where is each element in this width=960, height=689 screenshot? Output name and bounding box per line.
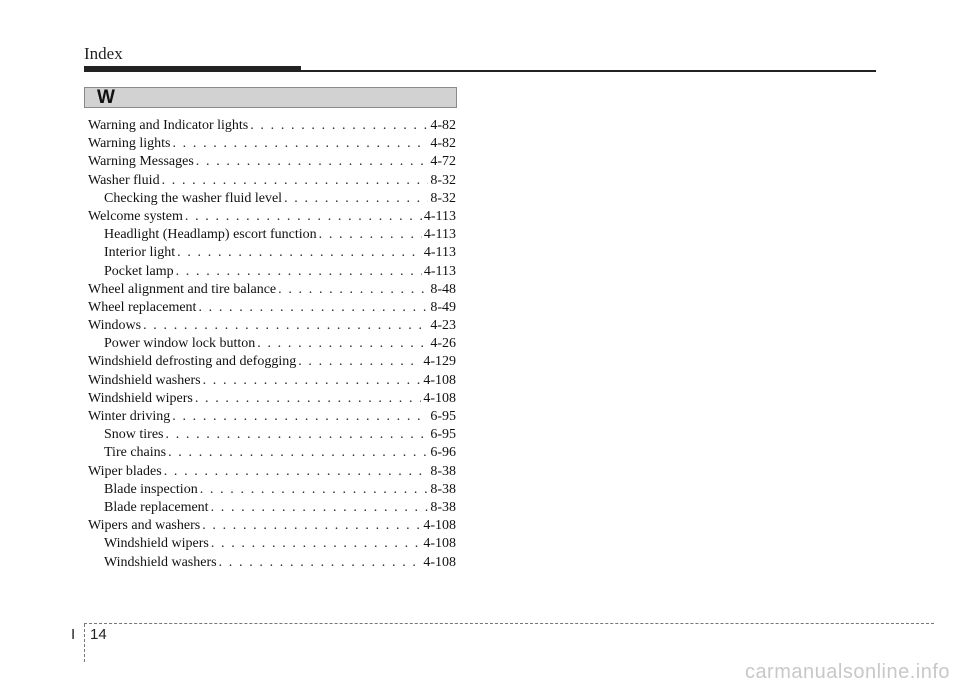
dot-leader [143,317,428,335]
entry-label: Wipers and washers [88,518,201,534]
entry-label: Checking the washer fluid level [104,190,283,206]
section-letter: W [97,87,115,108]
entry-page: 4-108 [423,536,456,552]
entry-page: 4-108 [423,390,456,406]
dot-leader [162,172,429,190]
footer-rule [84,623,934,624]
dot-leader [298,353,421,371]
index-subentry [88,499,456,517]
footer-section-label: I [71,626,76,643]
dot-leader [250,117,428,135]
entry-page: 8-38 [430,499,456,515]
entry-label: Welcome system [88,208,183,224]
dot-leader [284,190,428,208]
entry-label: Windshield wipers [88,390,193,406]
index-subentry [88,335,456,353]
entry-page: 8-48 [430,281,456,297]
page-title: Index [84,44,123,63]
watermark-text: carmanualsonline.info [744,661,950,683]
entry-page: 4-113 [423,245,456,261]
dot-leader [202,517,421,535]
dot-leader [172,135,428,153]
entry-label: Warning and Indicator lights [88,118,249,133]
entry-label: Power window lock button [104,336,256,352]
index-subentry [88,244,456,262]
index-entry [88,281,456,299]
entry-page: 4-23 [430,318,456,334]
index-entry [88,353,456,371]
entry-page: 4-108 [423,554,456,570]
dot-leader [177,244,422,262]
dot-leader [319,226,422,244]
index-subentry [88,444,456,462]
dot-leader [185,208,422,226]
entry-page: 8-49 [430,299,456,315]
entry-label: Washer fluid [88,172,160,188]
section-heading-bar [84,87,457,108]
index-entry [88,208,456,226]
index-entry [88,463,456,481]
dot-leader [278,281,428,299]
entry-label: Tire chains [104,445,167,461]
dot-leader [203,372,422,390]
entry-label: Warning lights [88,136,171,152]
entry-page: 8-38 [430,463,456,479]
page-number: 14 [90,626,107,643]
index-subentry [88,226,456,244]
entry-label: Wiper blades [88,463,162,479]
dot-leader [195,390,422,408]
entry-page: 8-32 [430,190,456,206]
dot-leader [176,263,422,281]
entry-label: Windshield defrosting and defogging [88,354,297,370]
index-entry [88,153,456,171]
entry-page: 4-113 [423,208,456,224]
entry-label: Blade replacement [104,499,209,515]
dot-leader [211,535,422,553]
footer-divider [84,624,85,662]
entry-page: 4-108 [423,518,456,534]
entry-page: 4-129 [423,354,456,370]
dot-leader [211,499,429,517]
dot-leader [166,426,429,444]
dot-leader [168,444,428,462]
index-subentry [88,535,456,553]
dot-leader [196,153,429,171]
header-rule-accent [84,66,301,72]
dot-leader [219,554,422,572]
dot-leader [198,299,428,317]
entry-page: 4-113 [423,263,456,279]
entry-page: 4-82 [430,136,456,152]
entry-page: 4-113 [423,227,456,243]
index-subentry [88,554,456,572]
entry-page: 4-108 [423,372,456,388]
entry-label: Wheel replacement [88,299,197,315]
entry-label: Wheel alignment and tire balance [88,281,277,297]
index-entry [88,372,456,390]
index-subentry [88,190,456,208]
index-entry-list [88,117,456,572]
entry-label: Windows [88,318,142,334]
index-entry [88,408,456,426]
dot-leader [257,335,428,353]
index-entry [88,172,456,190]
index-entry [88,317,456,335]
entry-page: 6-95 [430,427,456,443]
entry-label: Snow tires [104,427,164,443]
entry-page: 8-38 [430,481,456,497]
entry-label: Winter driving [88,409,171,424]
index-entry [88,135,456,153]
index-entry [88,117,456,135]
entry-page: 4-82 [430,118,456,133]
entry-label: Warning Messages [88,154,194,170]
dot-leader [200,481,429,499]
entry-page: 6-95 [430,409,456,424]
dot-leader [164,463,429,481]
index-subentry [88,263,456,281]
index-entry [88,390,456,408]
index-subentry [88,481,456,499]
entry-label: Interior light [104,245,176,261]
entry-label: Windshield washers [104,554,217,570]
entry-label: Headlight (Headlamp) escort function [104,227,317,243]
dot-leader [172,408,428,426]
index-entry [88,299,456,317]
entry-label: Pocket lamp [104,263,174,279]
entry-page: 6-96 [430,445,456,461]
index-subentry [88,426,456,444]
index-entry [88,517,456,535]
entry-page: 8-32 [430,172,456,188]
entry-page: 4-26 [430,336,456,352]
entry-label: Windshield wipers [104,536,209,552]
entry-label: Windshield washers [88,372,201,388]
entry-page: 4-72 [430,154,456,170]
entry-label: Blade inspection [104,481,198,497]
